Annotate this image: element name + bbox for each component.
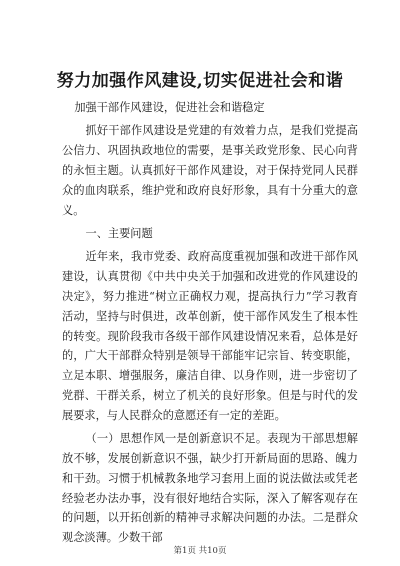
document-body: [62, 98, 358, 548]
body-paragraph: （一）思想作风一是创新意识不足。表现为干部思想解放不够，发展创新意识不强，缺少打开新局面的思路、魄力和干劲。习惯于机械教条地学习套用上面的说法做法或凭老经验老办法办事，没有很好地结合实际，深入了解客观存在的问题，以开拓创新的精神寻求解决问题的办法。二是群众观念淡薄。少数干部: [62, 432, 358, 545]
section-heading: 一、主要问题: [85, 226, 153, 240]
subtitle-paragraph: 加强干部作风建设，促进社会和谐稳定: [74, 101, 265, 114]
page-footer: 第1页 共10页: [173, 546, 227, 556]
document-title: 努力加强作风建设,切实促进社会和谐: [56, 71, 344, 91]
intro-paragraph: 抓好干部作风建设是党建的有效着力点，是我们党提高公信力、巩固执政地位的需要，是事关政党形象、民心向背的永恒主题。认真抓好干部作风建设，对于保持党同人民群众的血肉联系，维护党和政府良好形象，具有十分重大的意义。: [62, 124, 358, 217]
body-paragraph: 近年来，我市党委、政府高度重视加强和改进干部作风建设，认真贯彻《中共中央关于加强和改进党的作风建设的决定》，努力推进“树立正确权力观，提高执行力”学习教育活动，坚持与时俱进，改革创新，使干部作风发生了根本性的转变。现阶段我市各级干部作风建设情况来看，总体是好的，广大干部群众特别是领导干部能牢记宗旨、转变职能，立足本职、增强服务，廉洁自律、以身作则，进一步密切了党群、干群关系，树立了机关的良好形象。但是与时代的发展要求，与人民群众的意愿还有一定的差距。: [62, 250, 358, 422]
